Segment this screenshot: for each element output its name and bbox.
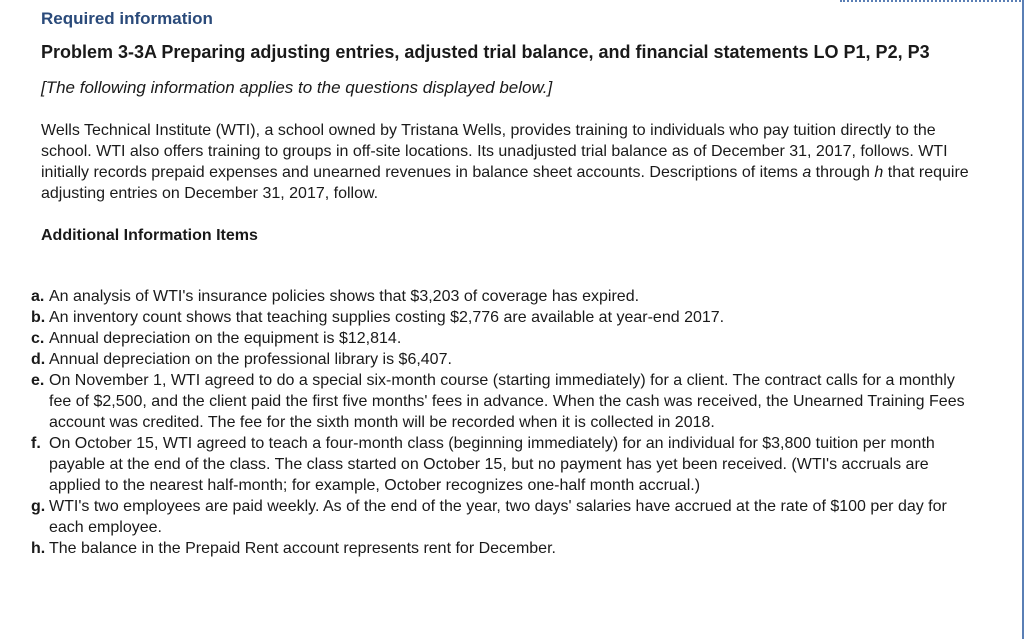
item-letter: h. — [31, 540, 46, 557]
list-item — [31, 370, 971, 433]
description-part-3: that require adjusting entries on December 31, 2017, follow. — [41, 164, 969, 202]
description-item-a: a — [802, 164, 812, 181]
item-letter: d. — [31, 351, 46, 368]
description-part-2: through — [811, 164, 875, 181]
list-item — [31, 349, 971, 370]
item-text: On October 15, WTI agreed to teach a four-month class (beginning immediately) for an individual for $3,800 tuition per month payable at the end of the class. The class started on October 15, but no payment has yet been received. (WTI's accruals are applied to the nearest half-month; for example, October recognizes one-half month accrual.) — [49, 435, 935, 494]
list-item — [31, 496, 971, 538]
description-part-1: Wells Technical Institute (WTI), a school owned by Tristana Wells, provides training to individuals who pay tuition directly to the school. WTI also offers training to groups in off-site locations. Its unadjusted trial balance as of December 31, 2017, follows. WTI initially records prepaid expenses and unearned revenues in balance sheet accounts. Descriptions of items — [41, 122, 948, 181]
list-item — [31, 433, 971, 496]
frame-top-border — [840, 0, 1024, 2]
item-text: An inventory count shows that teaching supplies costing $2,776 are available at year-end 2017. — [49, 309, 725, 326]
item-letter: e. — [31, 372, 45, 389]
item-letter: c. — [31, 330, 45, 347]
additional-information-heading: Additional Information Items — [41, 227, 258, 244]
additional-items-list — [31, 286, 971, 559]
problem-description — [41, 120, 981, 204]
item-letter: f. — [31, 435, 41, 452]
item-letter: g. — [31, 498, 46, 515]
item-letter: a. — [31, 288, 45, 305]
list-item — [31, 328, 971, 349]
list-item — [31, 307, 971, 328]
list-item — [31, 286, 971, 307]
problem-title: Problem 3-3A Preparing adjusting entries, adjusted trial balance, and financial statements LO P1, P2, P3 — [41, 42, 930, 62]
required-information-heading: Required information — [41, 9, 213, 28]
description-item-h: h — [874, 164, 884, 181]
item-text: WTI's two employees are paid weekly. As of the end of the year, two days' salaries have accrued at the rate of $100 per day for each employee. — [49, 498, 947, 536]
list-item — [31, 538, 971, 559]
item-letter: b. — [31, 309, 46, 326]
item-text: Annual depreciation on the professional library is $6,407. — [49, 351, 452, 368]
item-text: On November 1, WTI agreed to do a special six-month course (starting immediately) for a client. The contract calls for a monthly fee of $2,500, and the client paid the first five months' fees in advance. When the cash was received, the Unearned Training Fees account was credited. The fee for the sixth month will be recorded when it is collected in 2018. — [49, 372, 965, 431]
item-text: An analysis of WTI's insurance policies shows that $3,203 of coverage has expired. — [49, 288, 640, 305]
problem-content — [31, 8, 981, 559]
item-text: Annual depreciation on the equipment is $12,814. — [49, 330, 402, 347]
item-text: The balance in the Prepaid Rent account represents rent for December. — [49, 540, 556, 557]
instruction-note: [The following information applies to the questions displayed below.] — [41, 78, 553, 97]
